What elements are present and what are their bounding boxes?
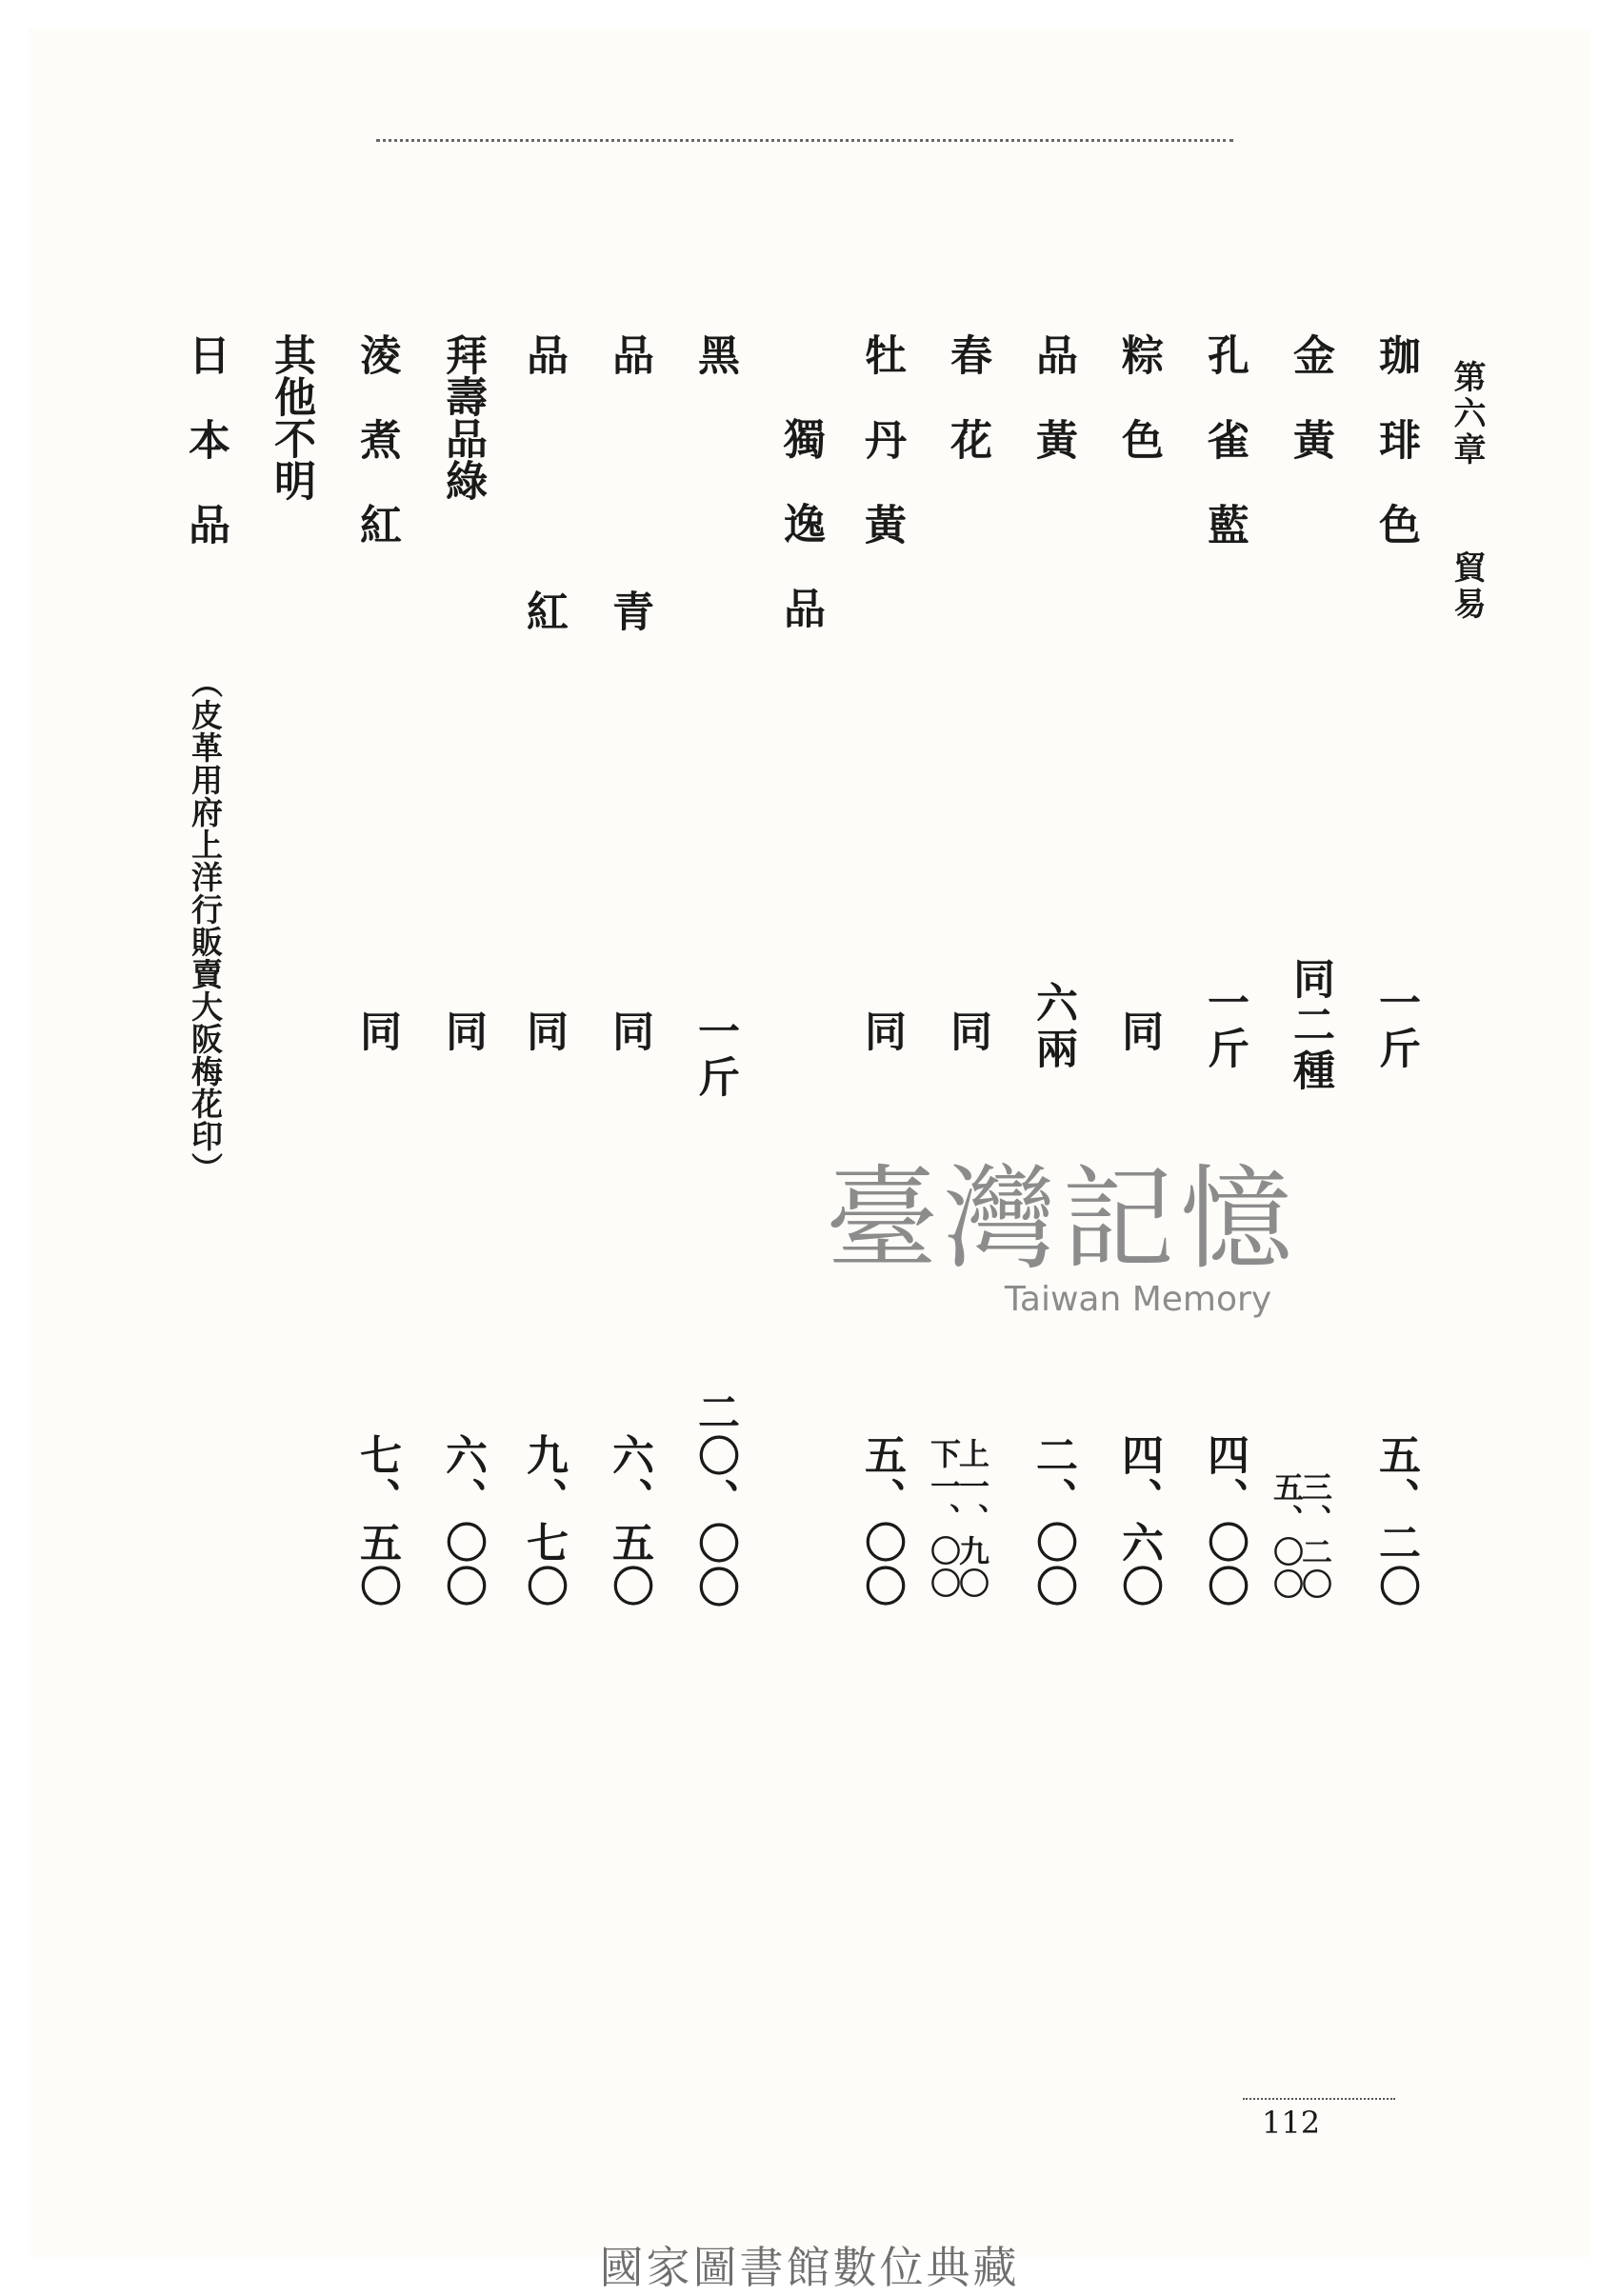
item-unit: 六兩 [1029,981,1077,1072]
item-price: 四、六〇 [1114,1433,1163,1608]
item-name: 拜壽品綠 [438,333,487,501]
item-unit: 一斤 [1200,981,1249,1072]
item-name: 品青 [605,333,653,846]
item-price: 六、〇〇 [438,1433,487,1608]
item-price: 二〇、〇〇 [690,1390,739,1609]
item-price: 五、〇〇 [1269,1471,1305,1601]
item-name: 黑 [690,333,739,418]
item-price-alt: 下一、〇〇 [926,1438,962,1600]
item-price: 五、〇〇 [857,1433,906,1608]
page-number: 112 [1262,2105,1321,2141]
item-price: 上一、九〇 [954,1438,990,1600]
item-note: （皮革用府上洋行販賣大阪梅花印） [187,667,224,1185]
item-name: 粽色 [1114,333,1163,503]
item-unit: 一斤 [1371,981,1420,1072]
item-name: 孔雀藍 [1200,333,1249,588]
item-price-alt: 三、二〇 [1297,1471,1333,1601]
item-name: 淩煮紅 [352,333,401,588]
watermark-subtext: Taiwan Memory [1004,1280,1272,1319]
item-name: 金黃 [1286,333,1334,503]
item-unit: 同 [519,1009,568,1055]
item-unit: 同 [438,1009,487,1055]
item-unit: 一斤 [690,1009,739,1101]
item-name: 品紅 [519,333,568,846]
item-price: 二、〇〇 [1029,1433,1077,1608]
item-name: 品黃 [1029,333,1077,503]
item-price: 六、五〇 [605,1433,653,1608]
watermark-text: 臺灣記憶 [825,1153,1298,1285]
top-decorative-rule [376,139,1233,146]
item-name: 日本品 [181,333,230,588]
item-name: 牡丹黃 [857,333,906,588]
item-price: 五、二〇 [1371,1433,1420,1608]
item-name: 其他不明 [267,333,315,501]
item-unit: 同 [1114,1009,1163,1055]
item-name: 春花 [943,333,991,503]
watermark-logo [814,1153,1309,1319]
item-unit: 同 [605,1009,653,1055]
item-name: 珈琲色 [1371,333,1420,588]
item-unit: 同 [943,1009,991,1055]
running-header [1433,360,1490,623]
item-unit: 同二種 [1286,957,1334,1094]
footer-archive-label: 國家圖書館數位典藏 [599,2242,1020,2293]
page-number-rule [1243,2098,1395,2100]
item-price: 四、〇〇 [1200,1433,1249,1608]
item-unit: 同 [857,1009,906,1055]
item-price: 九、七〇 [519,1433,568,1608]
chapter-label: 第六章 [1448,360,1486,469]
section-heading: 獨逸品 [776,417,825,671]
item-unit: 同 [352,1009,401,1055]
chapter-title: 貿易 [1448,549,1486,623]
item-price: 七、五〇 [352,1433,401,1608]
